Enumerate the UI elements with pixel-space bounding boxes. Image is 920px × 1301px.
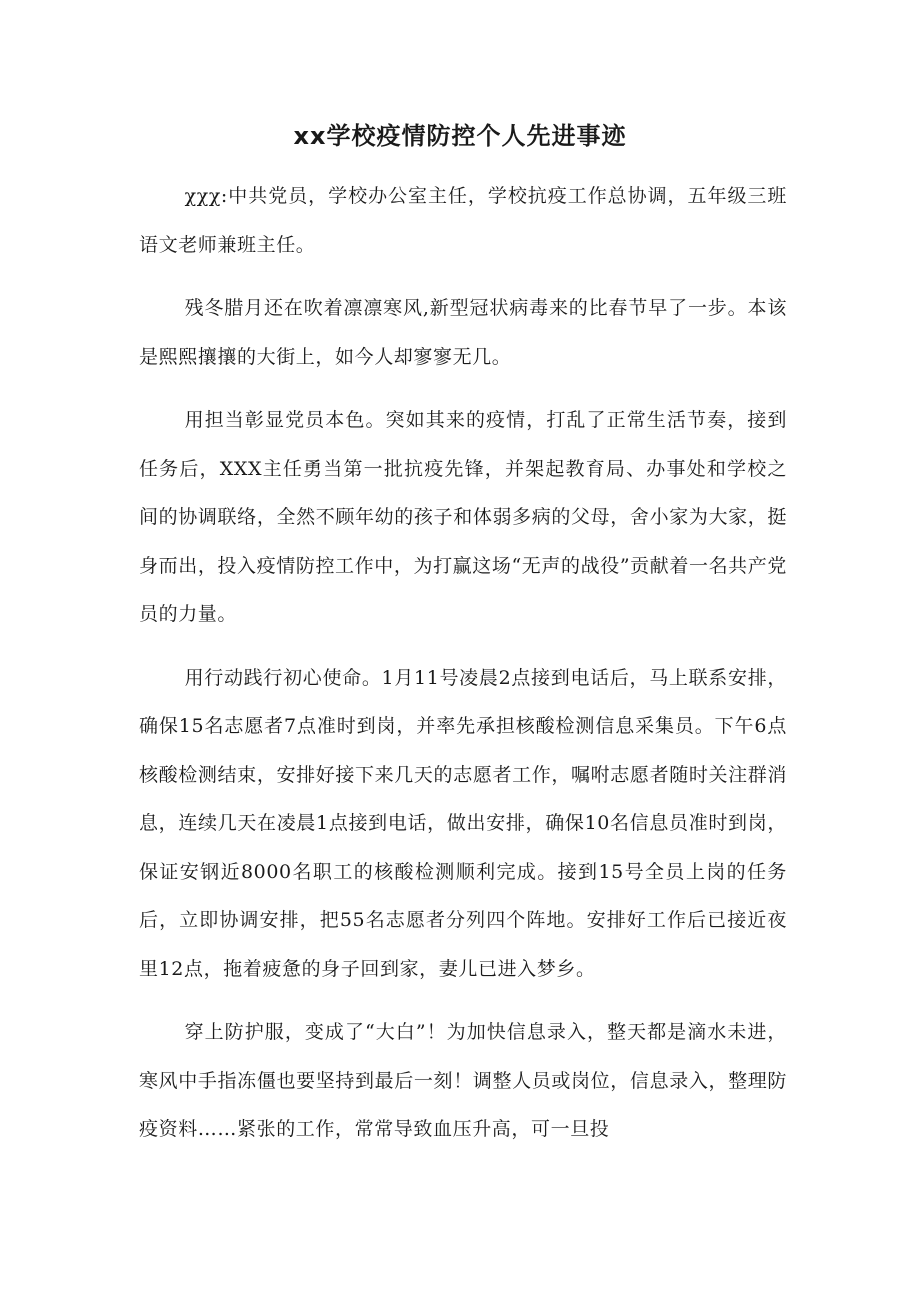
paragraph-responsibility: 用担当彰显党员本色。突如其来的疫情，打乱了正常生活节奏，接到任务后，XXX主任勇当第一批抗疫先锋，并架起教育局、办事处和学校之间的协调联络，全然不顾年幼的孩子和体弱多病的父母，舍小家为大家，挺身而出，投入疫情防控工作中，为打赢这场“无声的战役”贡献着一名共产党员的力量。	[139, 409, 787, 625]
paragraph-protective-suit: 穿上防护服，变成了“大白”！为加快信息录入，整天都是滴水未进，寒风中手指冻僵也要坚持到最后一刻！调整人员或岗位，信息录入，整理防疫资料……紧张的工作，常常导致血压升高，可一旦投	[139, 1021, 787, 1140]
paragraph-intro: χχχ:中共党员，学校办公室主任，学校抗疫工作总协调，五年级三班语文老师兼班主任。	[139, 185, 787, 256]
paragraph-action: 用行动践行初心使命。1月11号凌晨2点接到电话后，马上联系安排，确保15名志愿者7点准时到岗，并率先承担核酸检测信息采集员。下午6点核酸检测结束，安排好接下来几天的志愿者工作，嘱咐志愿者随时关注群消息，连续几天在凌晨1点接到电话，做出安排，确保10名信息员准时到岗，保证安钢近8000名职工的核酸检测顺利完成。接到15号全员上岗的任务后，立即协调安排，把55名志愿者分列四个阵地。安排好工作后已接近夜里12点，拖着疲惫的身子回到家，妻儿已进入梦乡。	[139, 666, 787, 980]
paragraph-winter: 残冬腊月还在吹着凛凛寒风,新型冠状病毒来的比春节早了一步。本该是熙熙攘攘的大街上，如今人却寥寥无几。	[139, 297, 787, 368]
document-body	[139, 172, 787, 1169]
document-title: xx学校疫情防控个人先进事迹	[293, 122, 627, 150]
